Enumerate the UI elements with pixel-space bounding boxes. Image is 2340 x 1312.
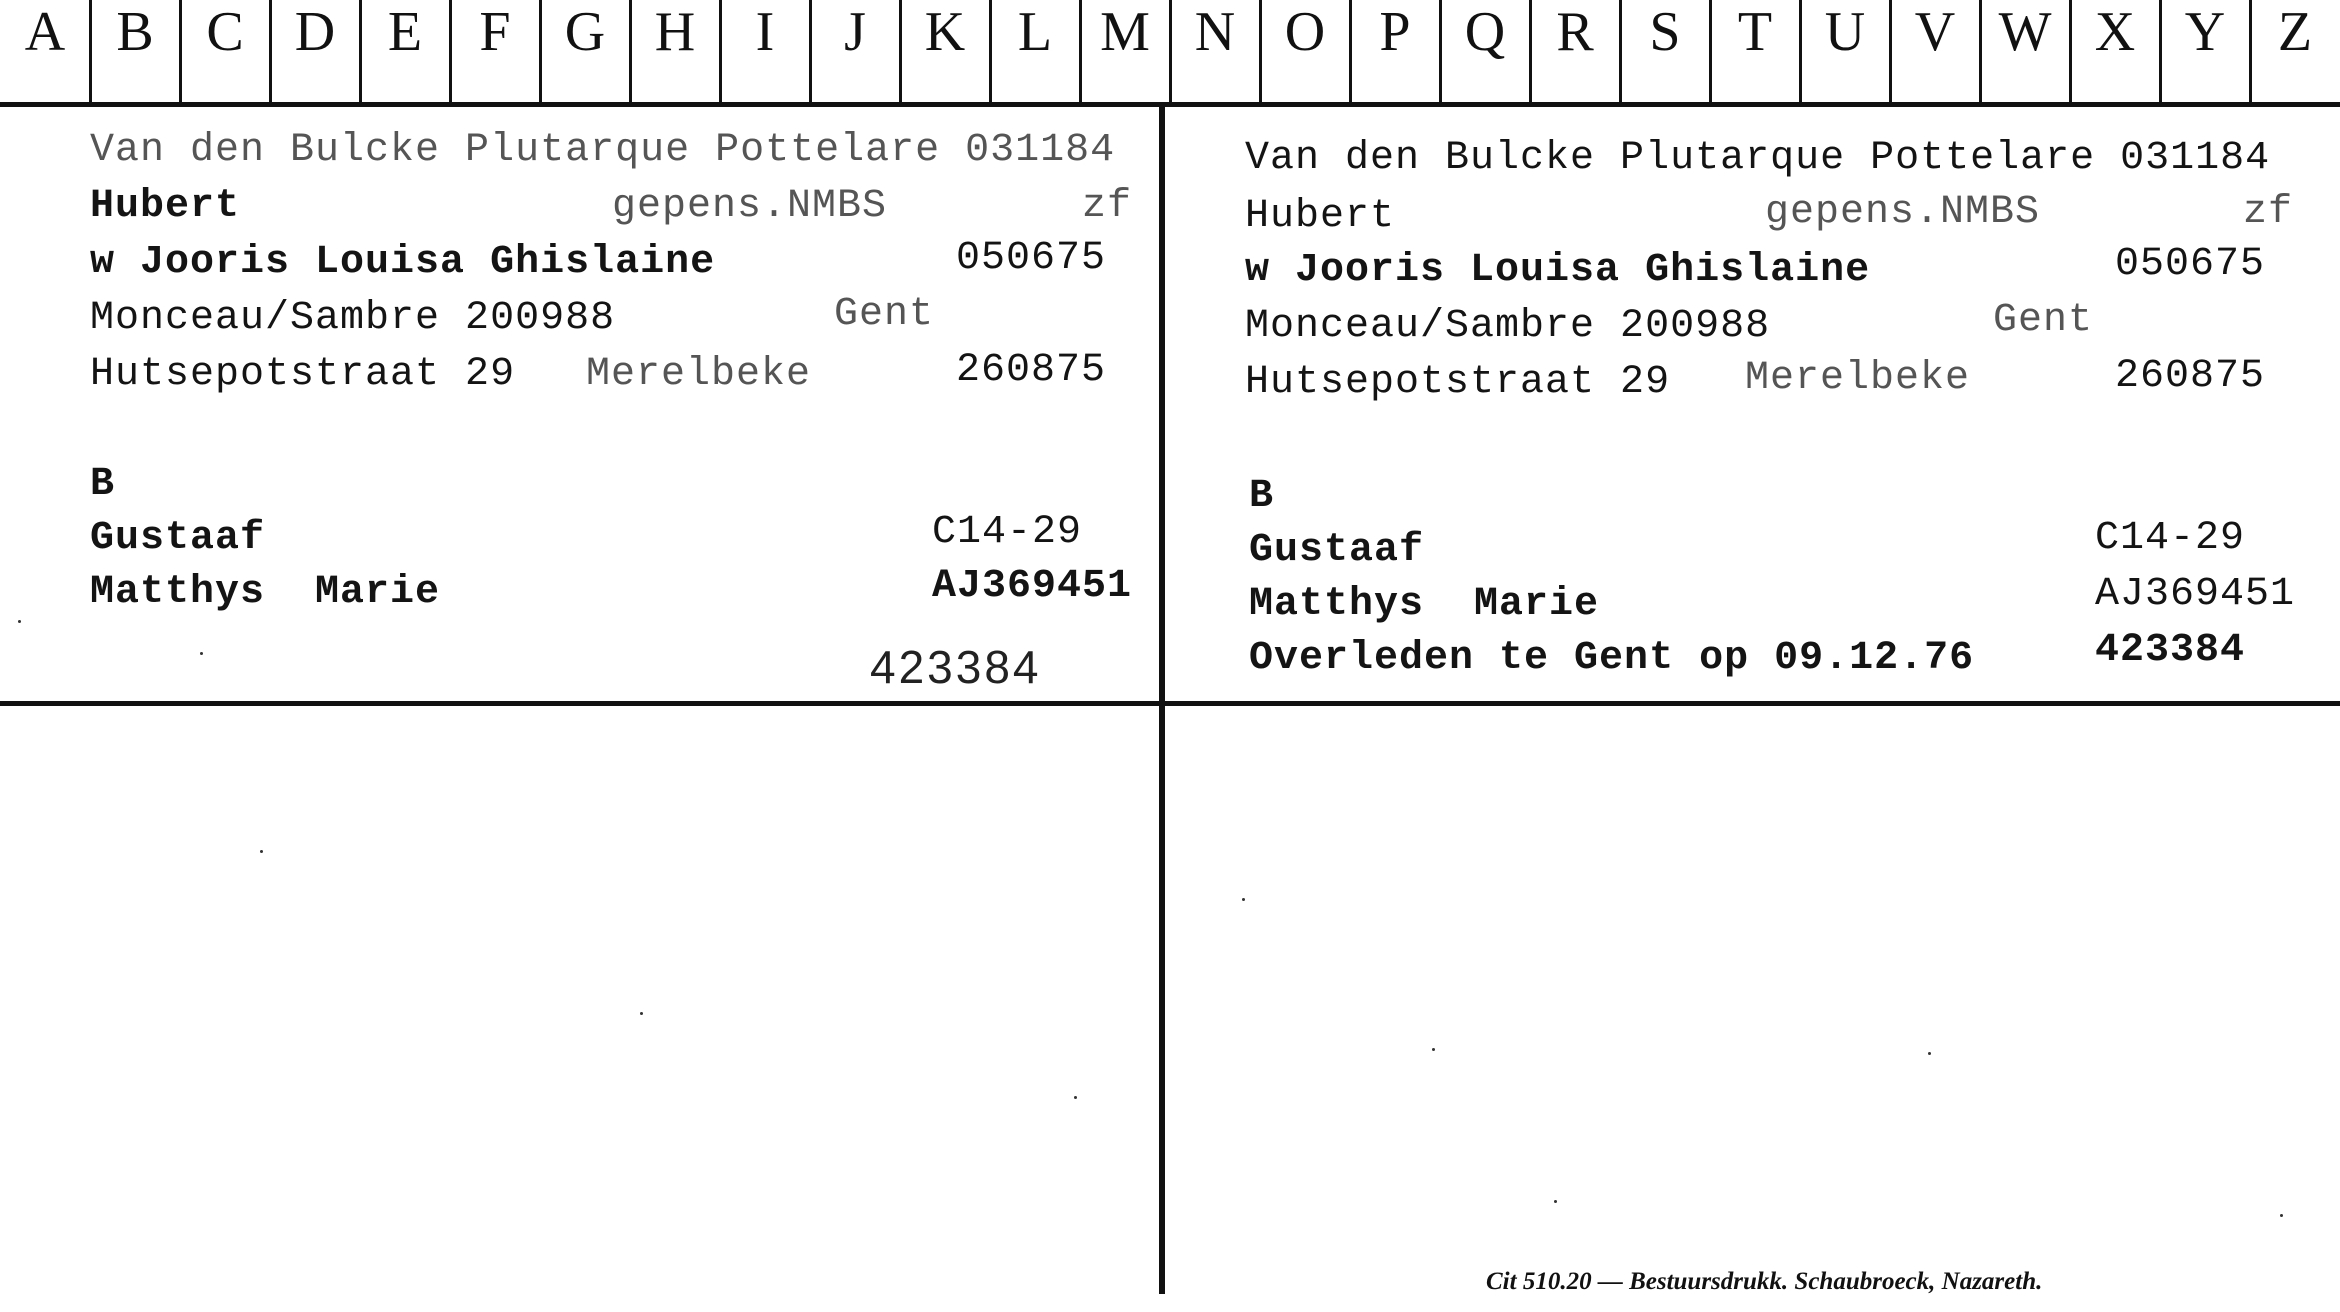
card-right (1165, 107, 2340, 701)
pension-note: gepens.NMBS (1765, 190, 2041, 235)
index-letter-d: D (294, 1, 336, 63)
index-letter-g: G (564, 1, 606, 63)
index-letter-b: B (116, 1, 154, 63)
index-separator (359, 0, 362, 102)
given-name: Hubert (90, 184, 241, 229)
address: Hutsepotstraat 29 (1245, 360, 1671, 405)
surname-line: Van den Bulcke Plutarque Pottelare 031184 (1245, 136, 2271, 181)
index-letter-j: J (844, 1, 866, 63)
scan-speck (260, 850, 263, 853)
status-code: zf (1082, 184, 1133, 229)
index-separator (899, 0, 902, 102)
index-letter-x: X (2094, 1, 2136, 63)
index-letter-t: T (1737, 1, 1773, 63)
index-letter-y: Y (2184, 1, 2226, 63)
index-separator (1619, 0, 1622, 102)
father-name: Gustaaf (90, 516, 266, 561)
index-letter-k: K (924, 1, 966, 63)
death-note: Overleden te Gent op 09.12.76 (1249, 636, 1975, 681)
address: Hutsepotstraat 29 (90, 352, 516, 397)
spouse-birth-place: Gent (834, 292, 935, 337)
scan-speck (18, 620, 21, 623)
pension-note: gepens.NMBS (612, 184, 888, 229)
alphabet-index-row (0, 0, 2340, 107)
index-separator (179, 0, 182, 102)
index-letter-o: O (1284, 1, 1326, 63)
address-date: 260875 (2115, 354, 2266, 399)
spouse-name: w Jooris Louisa Ghislaine (1245, 248, 1871, 293)
index-letter-i: I (755, 1, 775, 63)
index-letter-c: C (206, 1, 244, 63)
index-letter-a: A (24, 1, 66, 63)
id-number: AJ369451 (932, 564, 1133, 609)
printer-imprint: Cit 510.20 — Bestuursdrukk. Schaubroeck, Nazareth. (1486, 1268, 2043, 1295)
scan-speck (640, 1012, 643, 1015)
scan-speck (1242, 898, 1245, 901)
scan-speck (2280, 1214, 2283, 1217)
index-separator (2249, 0, 2252, 102)
index-separator (539, 0, 542, 102)
scan-speck (1432, 1048, 1435, 1051)
index-letter-w: W (1998, 1, 2052, 63)
municipality: Merelbeke (1745, 356, 1971, 401)
index-letter-z: Z (2277, 1, 2313, 63)
spouse-name: w Jooris Louisa Ghislaine (90, 240, 716, 285)
scan-speck (1074, 1096, 1077, 1099)
index-separator (809, 0, 812, 102)
index-separator (1799, 0, 1802, 102)
spouse-birth-place: Gent (1993, 298, 2094, 343)
index-letter-p: P (1379, 1, 1411, 63)
index-letter-e: E (387, 1, 423, 63)
handwritten-number: 423384 (870, 641, 1042, 693)
municipality: Merelbeke (586, 352, 812, 397)
scan-speck (200, 652, 203, 655)
index-letter-n: N (1194, 1, 1236, 63)
scan-speck (1928, 1052, 1931, 1055)
index-letter-l: L (1017, 1, 1053, 63)
spouse-date: 050675 (2115, 242, 2266, 287)
mother-name: Matthys Marie (90, 570, 441, 615)
index-letter-u: U (1824, 1, 1866, 63)
index-separator (1889, 0, 1892, 102)
spouse-date: 050675 (956, 236, 1107, 281)
index-separator (1709, 0, 1712, 102)
scan-speck (1554, 1200, 1557, 1203)
surname-line: Van den Bulcke Plutarque Pottelare 031184 (90, 128, 1116, 173)
mother-name: Matthys Marie (1249, 582, 1600, 627)
given-name: Hubert (1245, 194, 1396, 239)
index-separator (449, 0, 452, 102)
index-separator (989, 0, 992, 102)
index-letter-r: R (1556, 1, 1594, 63)
code: C14-29 (932, 510, 1083, 555)
index-separator (1169, 0, 1172, 102)
index-separator (719, 0, 722, 102)
index-separator (2069, 0, 2072, 102)
section-letter: B (1249, 474, 1275, 519)
index-separator (2159, 0, 2162, 102)
spouse-birth: Monceau/Sambre 200988 (1245, 304, 1771, 349)
record-number: 423384 (2095, 628, 2246, 673)
index-letter-s: S (1649, 1, 1681, 63)
horizontal-card-divider (0, 701, 2340, 706)
index-separator (1349, 0, 1352, 102)
card-left (0, 107, 1159, 701)
index-separator (89, 0, 92, 102)
index-separator (629, 0, 632, 102)
index-letter-v: V (1914, 1, 1956, 63)
father-name: Gustaaf (1249, 528, 1425, 573)
index-letter-m: M (1100, 1, 1150, 63)
code: C14-29 (2095, 516, 2246, 561)
index-separator (1529, 0, 1532, 102)
status-code: zf (2243, 190, 2294, 235)
address-date: 260875 (956, 348, 1107, 393)
index-separator (1979, 0, 1982, 102)
index-separator (1439, 0, 1442, 102)
section-letter: B (90, 462, 116, 507)
index-letter-h: H (654, 1, 696, 63)
id-number: AJ369451 (2095, 572, 2296, 617)
spouse-birth: Monceau/Sambre 200988 (90, 296, 616, 341)
index-letter-q: Q (1464, 1, 1506, 63)
index-separator (1079, 0, 1082, 102)
index-separator (269, 0, 272, 102)
index-letter-f: F (479, 1, 511, 63)
index-separator (1259, 0, 1262, 102)
